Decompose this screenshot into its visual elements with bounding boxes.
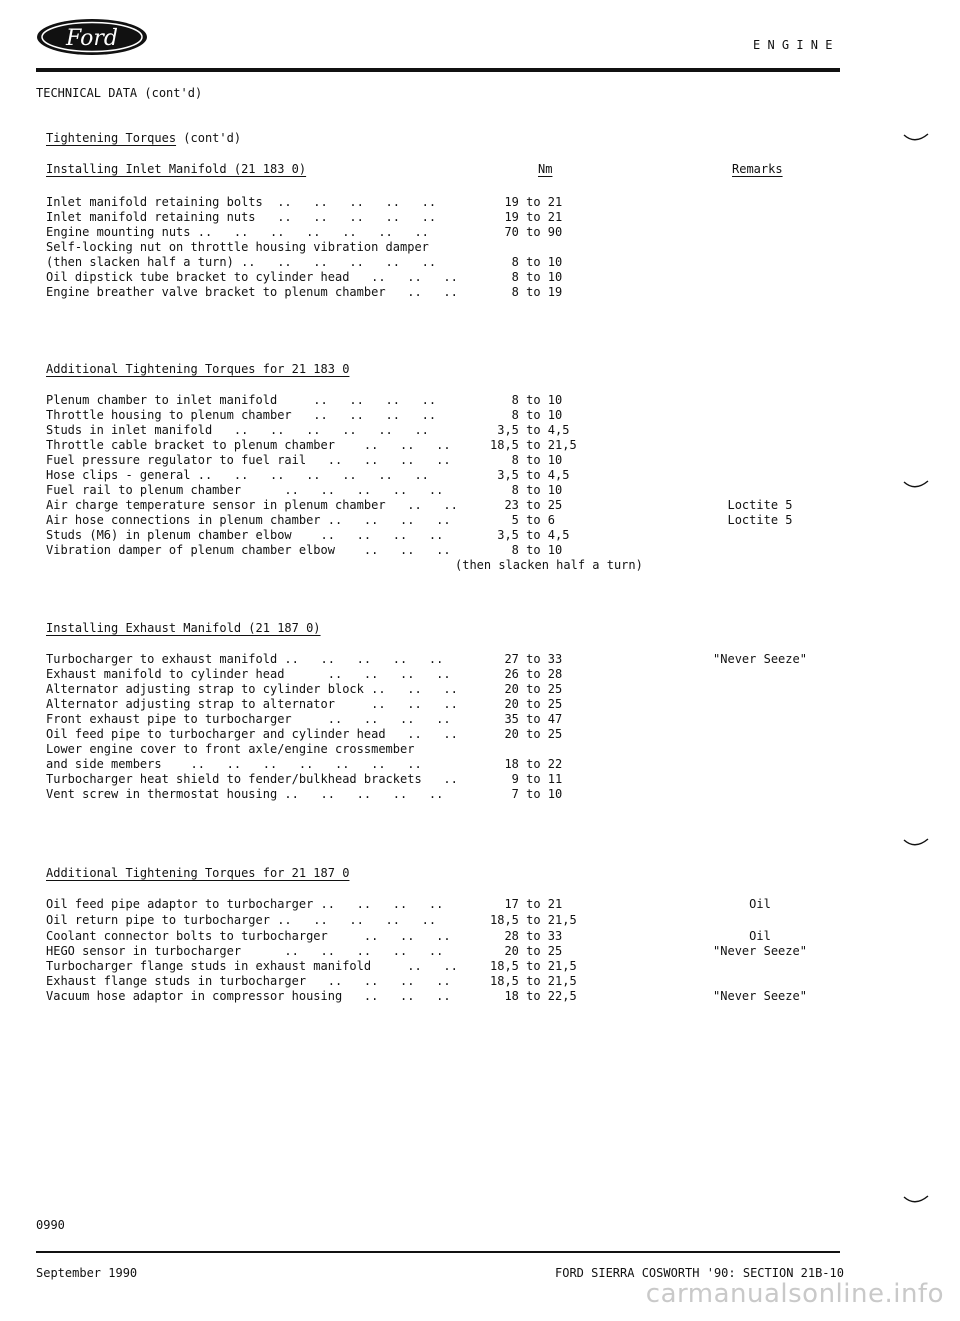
torque-value: 70 to 90	[490, 225, 563, 239]
ford-logo	[36, 18, 148, 56]
margin-check-mark-icon	[903, 1195, 929, 1205]
torque-item: Plenum chamber to inlet manifold .. .. .. ..	[46, 393, 437, 407]
column-heading-remarks: Remarks	[732, 162, 783, 176]
torque-value: 8 to 10	[490, 483, 563, 497]
torque-value: 35 to 47	[490, 712, 563, 726]
table-row	[0, 408, 960, 423]
table-row	[0, 897, 960, 912]
table-row	[0, 225, 960, 240]
table-row	[0, 483, 960, 498]
section-title-additional-exhaust: Additional Tightening Torques for 21 187 0	[46, 866, 350, 880]
torque-item: Vent screw in thermostat housing .. .. .. .. ..	[46, 787, 444, 801]
torque-value: 28 to 33	[490, 929, 563, 943]
torque-value: 8 to 10	[490, 543, 563, 557]
torque-value: 3,5 to 4,5	[490, 528, 570, 542]
torque-value: 3,5 to 4,5	[490, 468, 570, 482]
table-row-footnote	[0, 558, 960, 573]
table-row	[0, 757, 960, 772]
table-row	[0, 270, 960, 285]
torque-value: 18 to 22,5	[490, 989, 577, 1003]
table-row	[0, 944, 960, 959]
table-row	[0, 543, 960, 558]
torque-value: 9 to 11	[490, 772, 563, 786]
torque-item: Alternator adjusting strap to alternator .. .. ..	[46, 697, 458, 711]
torque-item: Oil feed pipe adaptor to turbocharger .. .. .. ..	[46, 897, 444, 911]
torque-item: Vacuum hose adaptor in compressor housing .. .. ..	[46, 989, 451, 1003]
torque-item: Turbocharger flange studs in exhaust manifold .. ..	[46, 959, 458, 973]
torque-item: Inlet manifold retaining bolts .. .. .. .. ..	[46, 195, 437, 209]
torque-item: Engine breather valve bracket to plenum chamber .. ..	[46, 285, 458, 299]
torque-value: 8 to 19	[490, 285, 563, 299]
table-row	[0, 423, 960, 438]
torque-item: Air charge temperature sensor in plenum chamber .. ..	[46, 498, 458, 512]
torque-item: Exhaust manifold to cylinder head .. .. .. ..	[46, 667, 451, 681]
torque-value: 18,5 to 21,5	[490, 974, 577, 988]
torque-remark: Oil	[749, 897, 771, 911]
torque-item: Studs in inlet manifold .. .. .. .. .. ..	[46, 423, 429, 437]
torque-item: Coolant connector bolts to turbocharger .. .. ..	[46, 929, 451, 943]
torque-item: Vibration damper of plenum chamber elbow .. .. ..	[46, 543, 451, 557]
torque-item: Throttle cable bracket to plenum chamber .. .. ..	[46, 438, 451, 452]
torque-item: Turbocharger to exhaust manifold .. .. .. .. ..	[46, 652, 444, 666]
torque-value: 8 to 10	[490, 270, 563, 284]
torque-item: Studs (M6) in plenum chamber elbow .. .. .. ..	[46, 528, 444, 542]
torque-remark: "Never Seeze"	[713, 944, 807, 958]
torque-item: (then slacken half a turn) .. .. .. .. .. ..	[46, 255, 437, 269]
table-row	[0, 742, 960, 757]
torque-value: 17 to 21	[490, 897, 563, 911]
torque-value: 20 to 25	[490, 944, 563, 958]
torque-item: Exhaust flange studs in turbocharger .. .. .. ..	[46, 974, 451, 988]
table-row	[0, 989, 960, 1004]
footer-reference: FORD SIERRA COSWORTH '90: SECTION 21B-10	[555, 1266, 844, 1280]
torque-item: Inlet manifold retaining nuts .. .. .. .. ..	[46, 210, 437, 224]
torque-value: 20 to 25	[490, 727, 563, 741]
torque-value: 8 to 10	[490, 408, 563, 422]
torque-item: Engine mounting nuts .. .. .. .. .. .. ..	[46, 225, 429, 239]
footer-rule	[36, 1251, 840, 1253]
subheading: Tightening Torques (cont'd)	[46, 131, 242, 145]
torque-value: 23 to 25	[490, 498, 563, 512]
table-row	[0, 697, 960, 712]
table-row	[0, 285, 960, 300]
torque-item: Fuel rail to plenum chamber .. .. .. .. ..	[46, 483, 444, 497]
table-row	[0, 528, 960, 543]
torque-value: 19 to 21	[490, 195, 563, 209]
section-title-installing-inlet-manifold: Installing Inlet Manifold (21 183 0)	[46, 162, 307, 176]
torque-value: 3,5 to 4,5	[490, 423, 570, 437]
table-row	[0, 513, 960, 528]
table-row	[0, 453, 960, 468]
torque-item: HEGO sensor in turbocharger .. .. .. .. ..	[46, 944, 444, 958]
table-row	[0, 787, 960, 802]
table-row	[0, 929, 960, 944]
header-rule	[36, 68, 840, 72]
table-row	[0, 255, 960, 270]
section-title: E N G I N E	[753, 38, 833, 52]
table-row	[0, 210, 960, 225]
torque-value: 8 to 10	[490, 453, 563, 467]
torque-remark: Loctite 5	[727, 498, 793, 512]
torque-value: 18,5 to 21,5	[490, 438, 577, 452]
column-heading-nm: Nm	[538, 162, 553, 176]
torque-item: Air hose connections in plenum chamber .. .. .. ..	[46, 513, 451, 527]
table-row	[0, 498, 960, 513]
watermark: carmanualsonline.info	[645, 1279, 944, 1309]
torque-value: 18,5 to 21,5	[490, 913, 577, 927]
torque-value: 20 to 25	[490, 682, 563, 696]
torque-item: Front exhaust pipe to turbocharger .. .. .. ..	[46, 712, 451, 726]
page-code: 0990	[36, 1218, 65, 1232]
torque-item: Lower engine cover to front axle/engine crossmember	[46, 742, 415, 756]
torque-item: and side members .. .. .. .. .. .. ..	[46, 757, 422, 771]
torque-footnote: (then slacken half a turn)	[455, 558, 643, 572]
torque-item: Throttle housing to plenum chamber .. .. .. ..	[46, 408, 437, 422]
torque-remark: Loctite 5	[727, 513, 793, 527]
table-row	[0, 438, 960, 453]
torque-value: 20 to 25	[490, 697, 563, 711]
table-row	[0, 727, 960, 742]
torque-value: 27 to 33	[490, 652, 563, 666]
torque-value: 7 to 10	[490, 787, 563, 801]
torque-remark: "Never Seeze"	[713, 989, 807, 1003]
torque-value: 18 to 22	[490, 757, 563, 771]
torque-item: Oil return pipe to turbocharger .. .. .. .. ..	[46, 913, 437, 927]
section-title-installing-exhaust-manifold: Installing Exhaust Manifold (21 187 0)	[46, 621, 321, 635]
page-heading: TECHNICAL DATA (cont'd)	[36, 86, 203, 100]
table-row	[0, 195, 960, 210]
table-row	[0, 974, 960, 989]
table-row	[0, 468, 960, 483]
margin-check-mark-icon	[903, 133, 929, 143]
ford-logo-text: Ford	[66, 26, 118, 51]
table-row	[0, 712, 960, 727]
table-row	[0, 240, 960, 255]
torque-value: 26 to 28	[490, 667, 563, 681]
torque-value: 8 to 10	[490, 393, 563, 407]
section-title-additional-inlet: Additional Tightening Torques for 21 183 0	[46, 362, 350, 376]
torque-value: 19 to 21	[490, 210, 563, 224]
margin-check-mark-icon	[903, 480, 929, 490]
table-row	[0, 959, 960, 974]
torque-item: Hose clips - general .. .. .. .. .. .. ..	[46, 468, 429, 482]
torque-item: Self-locking nut on throttle housing vibration damper	[46, 240, 429, 254]
torque-item: Fuel pressure regulator to fuel rail .. .. .. ..	[46, 453, 451, 467]
footer-date: September 1990	[36, 1266, 138, 1280]
table-row	[0, 682, 960, 697]
table-row	[0, 913, 960, 928]
torque-item: Oil feed pipe to turbocharger and cylinder head .. ..	[46, 727, 458, 741]
torque-remark: Oil	[749, 929, 771, 943]
table-row	[0, 667, 960, 682]
torque-remark: "Never Seeze"	[713, 652, 807, 666]
margin-check-mark-icon	[903, 838, 929, 848]
torque-value: 8 to 10	[490, 255, 563, 269]
table-row	[0, 652, 960, 667]
table-row	[0, 772, 960, 787]
torque-value: 5 to 6	[490, 513, 556, 527]
torque-item: Alternator adjusting strap to cylinder block .. .. ..	[46, 682, 458, 696]
torque-item: Turbocharger heat shield to fender/bulkhead brackets ..	[46, 772, 458, 786]
torque-item: Oil dipstick tube bracket to cylinder head .. .. ..	[46, 270, 458, 284]
table-row	[0, 393, 960, 408]
torque-value: 18,5 to 21,5	[490, 959, 577, 973]
